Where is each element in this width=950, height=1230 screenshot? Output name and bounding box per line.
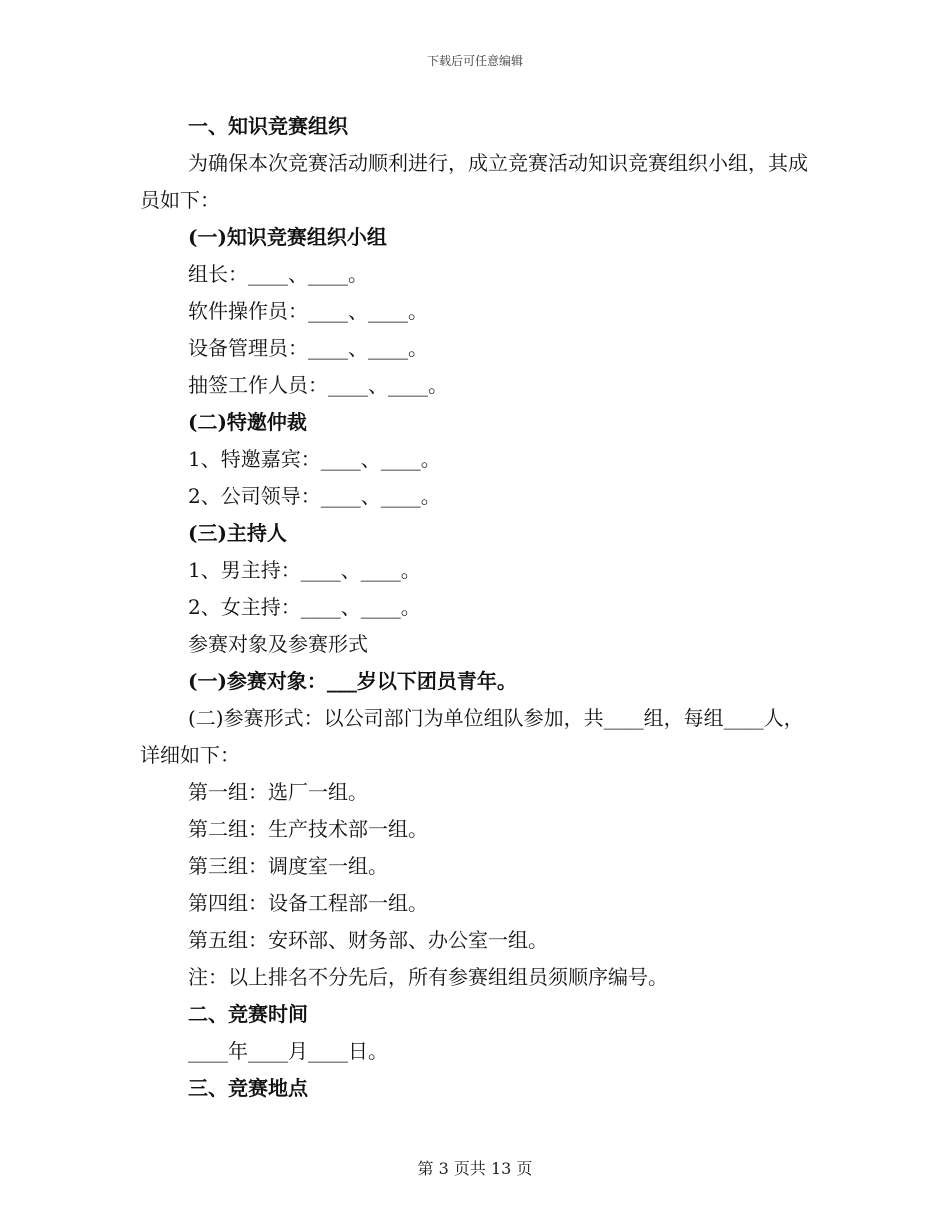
subheading-organization-group: (一)知识竞赛组织小组 xyxy=(188,225,387,249)
line-group-5: 第五组：安环部、财务部、办公室一组。 xyxy=(188,928,548,952)
line-date: ____年____月____日。 xyxy=(188,1039,388,1063)
line-group-3: 第三组：调度室一组。 xyxy=(188,854,388,878)
subheading-special-arbitration: (二)特邀仲裁 xyxy=(188,410,307,434)
section-heading-organization: 一、知识竞赛组织 xyxy=(188,114,348,138)
subheading-hosts: (三)主持人 xyxy=(188,521,287,545)
section-heading-time: 二、竞赛时间 xyxy=(188,1002,308,1026)
line-note: 注：以上排名不分先后，所有参赛组组员须顺序编号。 xyxy=(188,965,668,989)
page-footer: 第 3 页共 13 页 xyxy=(417,1159,533,1178)
paragraph-intro: 为确保本次竞赛活动顺利进行，成立竞赛活动知识竞赛组织小组，其成员如下： xyxy=(140,151,808,212)
line-software-operator: 软件操作员：____、____。 xyxy=(188,299,428,323)
line-company-leaders: 2、公司领导：____、____。 xyxy=(188,484,441,508)
line-draw-staff: 抽签工作人员：____、____。 xyxy=(188,373,448,397)
line-group-4: 第四组：设备工程部一组。 xyxy=(188,891,428,915)
section-heading-location: 三、竞赛地点 xyxy=(188,1076,308,1100)
paragraph-format: (二)参赛形式：以公司部门为单位组队参加，共____组，每组____人，详细如下： xyxy=(140,706,804,767)
line-female-host: 2、女主持：____、____。 xyxy=(188,595,421,619)
line-male-host: 1、男主持：____、____。 xyxy=(188,558,421,582)
line-special-guests: 1、特邀嘉宾：____、____。 xyxy=(188,447,441,471)
line-group-2: 第二组：生产技术部一组。 xyxy=(188,817,428,841)
line-group-1: 第一组：选厂一组。 xyxy=(188,780,368,804)
document-body xyxy=(140,108,820,1107)
line-equipment-manager: 设备管理员：____、____。 xyxy=(188,336,428,360)
line-group-leader: 组长：____、____。 xyxy=(188,262,368,286)
subheading-participants: (一)参赛对象：___岁以下团员青年。 xyxy=(188,669,517,693)
line-participants-format: 参赛对象及参赛形式 xyxy=(188,632,368,656)
page-header: 下载后可任意编辑 xyxy=(426,54,523,68)
